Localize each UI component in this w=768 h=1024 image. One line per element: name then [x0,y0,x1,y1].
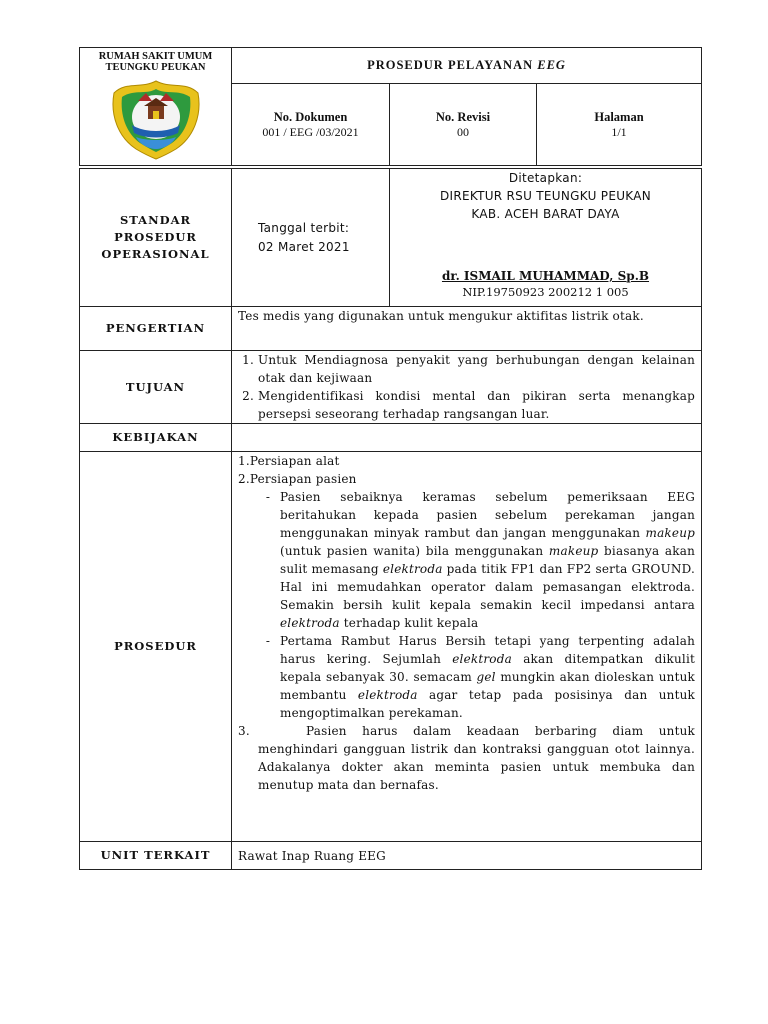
sop-table [79,47,702,870]
tujuan-list [238,351,695,423]
hospital-crest-logo-icon [106,75,206,161]
sop-document [79,47,701,870]
document-title: PROSEDUR PELAYANAN EEG [232,48,702,84]
procedure-bullet: - Pertama Rambut Harus Bersih tetapi yang terpenting adalah harus kering. Sejumlah elektroda akan ditempatkan dikulit kepala sebanyak 30. semacam gel mungkin akan dioleskan untuk membantu elektroda agar tetap pada posisinya dan untuk mengoptimalkan perekaman. [265,634,696,720]
step-persiapan-alat: 1.Persiapan alat [238,454,340,468]
document-number-cell: No. Dokumen 001 / EEG /03/2021 [232,84,390,166]
prosedur-label: PROSEDUR [80,452,232,842]
kebijakan-label: KEBIJAKAN [80,424,232,452]
unit-terkait-text: Rawat Inap Ruang EEG [232,842,702,870]
procedure-bullet: - Pasien sebaiknya keramas sebelum pemeriksaan EEG beritahukan kepada pasien sebelum perekaman jangan menggunakan minyak rambut dan jangan menggunakan makeup (untuk pasien wanita) bila menggunakan makeup biasanya akan sulit memasang elektroda pada titik FP1 dan FP2 serta GROUND. Hal ini memudahkan operator dalam pemasangan elektroda. Semakin bersih kulit kepala semakin kecil impedansi antara elektroda terhadap kulit kepala [265,490,696,630]
signer-name: dr. ISMAIL MUHAMMAD, Sp.B [441,269,650,283]
tujuan-item: 2. Mengidentifikasi kondisi mental dan pikiran serta menangkap persepsi seseorang terhadap rangsangan luar. [258,387,695,423]
signer-nip: NIP.19750923 200212 1 005 [462,285,629,299]
pengertian-label: PENGERTIAN [80,307,232,351]
step-3: 3. Pasien harus dalam keadaan berbaring diam untuk menghindari gangguan listrik dan kontraksi gangguan otot lainnya. Adakalanya dokter akan meminta pasien untuk membuka dan menutup mata dan bernafas. [238,724,696,792]
prosedur-steps [232,452,702,842]
tujuan-label: TUJUAN [80,351,232,424]
unit-terkait-label: UNIT TERKAIT [80,842,232,870]
tujuan-item: 1. Untuk Mendiagnosa penyakit yang berhubungan dengan kelainan otak dan kejiwaan [258,351,695,387]
issue-date-cell: Tanggal terbit: 02 Maret 2021 [232,169,390,307]
step-persiapan-pasien: 2.Persiapan pasien [238,472,357,486]
tujuan-list-cell [232,351,702,424]
sop-label: STANDAR PROSEDUR OPERASIONAL [80,169,232,307]
kebijakan-text [232,424,702,452]
approval-cell: Ditetapkan: DIREKTUR RSU TEUNGKU PEUKAN KAB. ACEH BARAT DAYA dr. ISMAIL MUHAMMAD, Sp.B NIP.19750923 200212 1 005 [390,169,702,307]
hospital-name: RUMAH SAKIT UMUM TEUNGKU PEUKAN [98,51,213,73]
page-number-cell: Halaman 1/1 [537,84,702,166]
pengertian-text: Tes medis yang digunakan untuk mengukur aktifitas listrik otak. [232,307,702,351]
hospital-logo-cell [80,48,232,166]
revision-number-cell: No. Revisi 00 [390,84,537,166]
